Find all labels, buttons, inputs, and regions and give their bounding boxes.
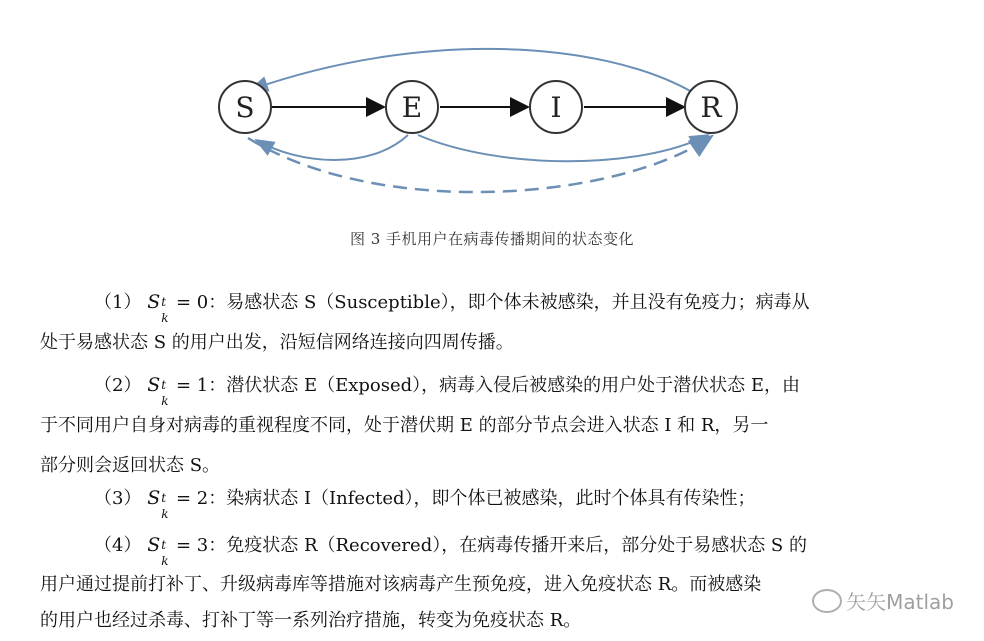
paragraph-text: 部分则会返回状态 S。	[40, 455, 221, 476]
paragraph-text: 于不同用户自身对病毒的重视程度不同，处于潜伏期 E 的部分节点会进入状态 I 和 R，另一	[40, 415, 769, 436]
state-symbol: S t k	[147, 291, 169, 325]
state-symbol: S t k	[147, 487, 169, 521]
paragraph-text: 用户通过提前打补丁、升级病毒库等措施对该病毒产生预免疫，进入免疫状态 R。而被感染	[40, 574, 762, 595]
paragraph-text: ：染病状态 I（Infected），即个体已被感染，此时个体具有传染性；	[208, 488, 756, 509]
paragraph-text: 的用户也经过杀毒、打补丁等一系列治疗措施，转变为免疫状态 R。	[40, 610, 582, 631]
paragraph-text: ：易感状态 S（Susceptible），即个体未被感染，并且没有免疫力；病毒从	[208, 292, 810, 313]
node-s	[219, 81, 271, 133]
state-equation: = 3	[175, 535, 209, 556]
state-equation: = 1	[175, 375, 209, 396]
figure-caption: 图 3 手机用户在病毒传播期间的状态变化	[349, 230, 635, 248]
paragraph-1	[40, 282, 900, 363]
node-i	[530, 81, 582, 133]
item-number: （3）	[94, 488, 142, 509]
edge-e-to-s-top	[250, 49, 692, 92]
watermark-text: 矢矢Matlab	[846, 590, 954, 614]
node-r	[685, 81, 737, 133]
watermark	[812, 586, 954, 615]
state-symbol: S t k	[147, 534, 169, 568]
svg-text:I: I	[550, 91, 562, 124]
state-equation: = 0	[175, 292, 209, 313]
svg-text:R: R	[700, 91, 722, 124]
state-symbol: S t k	[147, 374, 169, 408]
paragraph-3	[40, 478, 900, 519]
svg-text:S: S	[235, 91, 255, 124]
paragraph-2	[40, 365, 900, 486]
svg-text:E: E	[401, 91, 423, 124]
paragraph-4	[40, 525, 900, 638]
item-number: （1）	[94, 292, 142, 313]
item-number: （4）	[94, 535, 142, 556]
item-number: （2）	[94, 375, 142, 396]
node-e	[386, 81, 438, 133]
state-equation: = 2	[175, 488, 209, 509]
seir-diagram	[0, 0, 984, 215]
wechat-icon	[812, 589, 842, 613]
edge-e-to-s-bottom	[256, 135, 408, 160]
edge-e-to-r	[418, 135, 708, 161]
edge-s-to-r-dashed	[248, 136, 712, 192]
paragraph-text: ：潜伏状态 E（Exposed），病毒入侵后被感染的用户处于潜伏状态 E，由	[208, 375, 801, 396]
paragraph-text: 处于易感状态 S 的用户出发，沿短信网络连接向四周传播。	[40, 332, 514, 353]
paragraph-text: ：免疫状态 R（Recovered），在病毒传播开来后，部分处于易感状态 S 的	[208, 535, 807, 556]
